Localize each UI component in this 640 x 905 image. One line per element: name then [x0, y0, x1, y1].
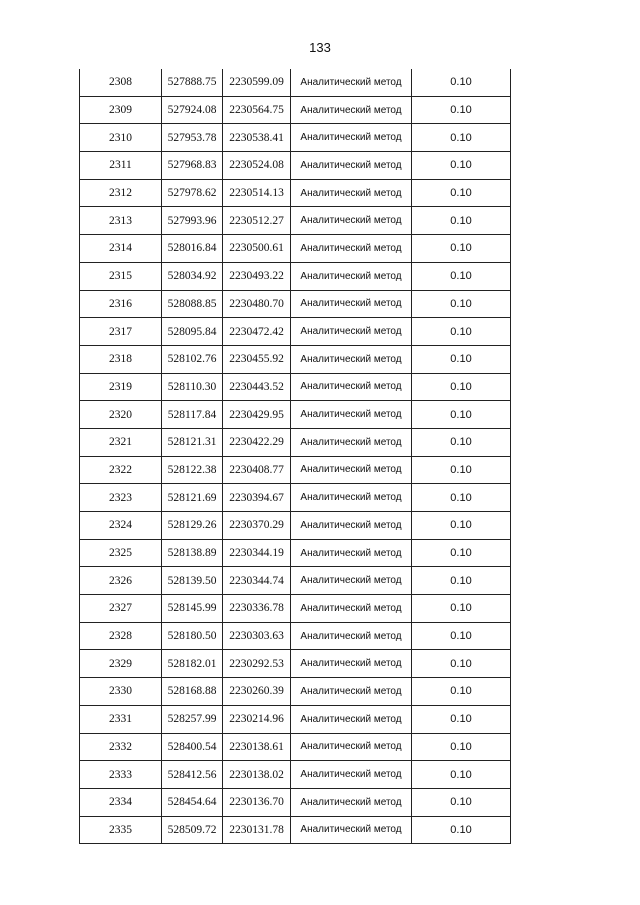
- y-coordinate-cell: 2230394.67: [223, 484, 291, 512]
- accuracy-value-cell: 0.10: [412, 318, 511, 346]
- point-number-cell: 2323: [80, 484, 162, 512]
- method-cell: Аналитический метод: [291, 816, 412, 844]
- y-coordinate-cell: 2230599.09: [223, 69, 291, 96]
- method-cell: Аналитический метод: [291, 262, 412, 290]
- point-number-cell: 2332: [80, 733, 162, 761]
- accuracy-value-cell: 0.10: [412, 484, 511, 512]
- x-coordinate-cell: 528095.84: [162, 318, 223, 346]
- table-row: [80, 595, 511, 623]
- method-cell: Аналитический метод: [291, 124, 412, 152]
- accuracy-value-cell: 0.10: [412, 124, 511, 152]
- y-coordinate-cell: 2230214.96: [223, 705, 291, 733]
- method-cell: Аналитический метод: [291, 733, 412, 761]
- point-number-cell: 2312: [80, 179, 162, 207]
- x-coordinate-cell: 527924.08: [162, 96, 223, 124]
- method-cell: Аналитический метод: [291, 678, 412, 706]
- table-row: [80, 96, 511, 124]
- method-cell: Аналитический метод: [291, 428, 412, 456]
- table-row: [80, 816, 511, 844]
- y-coordinate-cell: 2230336.78: [223, 595, 291, 623]
- point-number-cell: 2331: [80, 705, 162, 733]
- x-coordinate-cell: 528129.26: [162, 512, 223, 540]
- accuracy-value-cell: 0.10: [412, 456, 511, 484]
- table-row: [80, 761, 511, 789]
- x-coordinate-cell: 528122.38: [162, 456, 223, 484]
- table-row: [80, 207, 511, 235]
- accuracy-value-cell: 0.10: [412, 788, 511, 816]
- accuracy-value-cell: 0.10: [412, 816, 511, 844]
- y-coordinate-cell: 2230422.29: [223, 428, 291, 456]
- y-coordinate-cell: 2230564.75: [223, 96, 291, 124]
- point-number-cell: 2330: [80, 678, 162, 706]
- accuracy-value-cell: 0.10: [412, 96, 511, 124]
- table-row: [80, 373, 511, 401]
- accuracy-value-cell: 0.10: [412, 761, 511, 789]
- y-coordinate-cell: 2230303.63: [223, 622, 291, 650]
- y-coordinate-cell: 2230512.27: [223, 207, 291, 235]
- point-number-cell: 2325: [80, 539, 162, 567]
- y-coordinate-cell: 2230472.42: [223, 318, 291, 346]
- accuracy-value-cell: 0.10: [412, 290, 511, 318]
- accuracy-value-cell: 0.10: [412, 733, 511, 761]
- x-coordinate-cell: 528180.50: [162, 622, 223, 650]
- x-coordinate-cell: 527953.78: [162, 124, 223, 152]
- method-cell: Аналитический метод: [291, 345, 412, 373]
- accuracy-value-cell: 0.10: [412, 262, 511, 290]
- point-number-cell: 2334: [80, 788, 162, 816]
- point-number-cell: 2317: [80, 318, 162, 346]
- x-coordinate-cell: 528088.85: [162, 290, 223, 318]
- method-cell: Аналитический метод: [291, 96, 412, 124]
- accuracy-value-cell: 0.10: [412, 401, 511, 429]
- x-coordinate-cell: 528139.50: [162, 567, 223, 595]
- x-coordinate-cell: 528145.99: [162, 595, 223, 623]
- table-row: [80, 152, 511, 180]
- accuracy-value-cell: 0.10: [412, 622, 511, 650]
- method-cell: Аналитический метод: [291, 179, 412, 207]
- method-cell: Аналитический метод: [291, 567, 412, 595]
- y-coordinate-cell: 2230408.77: [223, 456, 291, 484]
- x-coordinate-cell: 528016.84: [162, 235, 223, 263]
- y-coordinate-cell: 2230131.78: [223, 816, 291, 844]
- x-coordinate-cell: 528034.92: [162, 262, 223, 290]
- x-coordinate-cell: 527993.96: [162, 207, 223, 235]
- x-coordinate-cell: 527888.75: [162, 69, 223, 96]
- point-number-cell: 2310: [80, 124, 162, 152]
- table-row: [80, 567, 511, 595]
- accuracy-value-cell: 0.10: [412, 428, 511, 456]
- x-coordinate-cell: 528400.54: [162, 733, 223, 761]
- method-cell: Аналитический метод: [291, 622, 412, 650]
- y-coordinate-cell: 2230443.52: [223, 373, 291, 401]
- table-row: [80, 622, 511, 650]
- table-row: [80, 235, 511, 263]
- y-coordinate-cell: 2230260.39: [223, 678, 291, 706]
- table-row: [80, 318, 511, 346]
- point-number-cell: 2321: [80, 428, 162, 456]
- x-coordinate-cell: 528454.64: [162, 788, 223, 816]
- y-coordinate-cell: 2230370.29: [223, 512, 291, 540]
- point-number-cell: 2329: [80, 650, 162, 678]
- x-coordinate-cell: 528509.72: [162, 816, 223, 844]
- method-cell: Аналитический метод: [291, 761, 412, 789]
- method-cell: Аналитический метод: [291, 69, 412, 96]
- coordinates-table-body: [80, 69, 511, 844]
- y-coordinate-cell: 2230455.92: [223, 345, 291, 373]
- x-coordinate-cell: 528168.88: [162, 678, 223, 706]
- page-number: 133: [309, 40, 331, 55]
- x-coordinate-cell: 528412.56: [162, 761, 223, 789]
- point-number-cell: 2319: [80, 373, 162, 401]
- x-coordinate-cell: 527968.83: [162, 152, 223, 180]
- point-number-cell: 2320: [80, 401, 162, 429]
- point-number-cell: 2315: [80, 262, 162, 290]
- method-cell: Аналитический метод: [291, 152, 412, 180]
- method-cell: Аналитический метод: [291, 318, 412, 346]
- y-coordinate-cell: 2230344.19: [223, 539, 291, 567]
- x-coordinate-cell: 528110.30: [162, 373, 223, 401]
- accuracy-value-cell: 0.10: [412, 373, 511, 401]
- method-cell: Аналитический метод: [291, 705, 412, 733]
- table-row: [80, 179, 511, 207]
- point-number-cell: 2328: [80, 622, 162, 650]
- x-coordinate-cell: 528257.99: [162, 705, 223, 733]
- accuracy-value-cell: 0.10: [412, 179, 511, 207]
- table-row: [80, 650, 511, 678]
- accuracy-value-cell: 0.10: [412, 235, 511, 263]
- table-row: [80, 456, 511, 484]
- table-row: [80, 69, 511, 96]
- method-cell: Аналитический метод: [291, 650, 412, 678]
- table-row: [80, 428, 511, 456]
- point-number-cell: 2318: [80, 345, 162, 373]
- table-row: [80, 788, 511, 816]
- accuracy-value-cell: 0.10: [412, 512, 511, 540]
- point-number-cell: 2326: [80, 567, 162, 595]
- table-row: [80, 512, 511, 540]
- table-row: [80, 733, 511, 761]
- method-cell: Аналитический метод: [291, 512, 412, 540]
- y-coordinate-cell: 2230480.70: [223, 290, 291, 318]
- accuracy-value-cell: 0.10: [412, 678, 511, 706]
- table-row: [80, 262, 511, 290]
- y-coordinate-cell: 2230136.70: [223, 788, 291, 816]
- method-cell: Аналитический метод: [291, 290, 412, 318]
- y-coordinate-cell: 2230538.41: [223, 124, 291, 152]
- table-row: [80, 290, 511, 318]
- point-number-cell: 2324: [80, 512, 162, 540]
- method-cell: Аналитический метод: [291, 401, 412, 429]
- method-cell: Аналитический метод: [291, 788, 412, 816]
- y-coordinate-cell: 2230138.61: [223, 733, 291, 761]
- x-coordinate-cell: 528121.31: [162, 428, 223, 456]
- table-row: [80, 345, 511, 373]
- point-number-cell: 2316: [80, 290, 162, 318]
- accuracy-value-cell: 0.10: [412, 345, 511, 373]
- point-number-cell: 2333: [80, 761, 162, 789]
- table-row: [80, 124, 511, 152]
- point-number-cell: 2311: [80, 152, 162, 180]
- accuracy-value-cell: 0.10: [412, 207, 511, 235]
- y-coordinate-cell: 2230514.13: [223, 179, 291, 207]
- coordinates-table-container: [79, 69, 510, 844]
- point-number-cell: 2314: [80, 235, 162, 263]
- accuracy-value-cell: 0.10: [412, 650, 511, 678]
- coordinates-table: [79, 69, 511, 844]
- accuracy-value-cell: 0.10: [412, 567, 511, 595]
- table-row: [80, 678, 511, 706]
- point-number-cell: 2322: [80, 456, 162, 484]
- accuracy-value-cell: 0.10: [412, 152, 511, 180]
- y-coordinate-cell: 2230493.22: [223, 262, 291, 290]
- method-cell: Аналитический метод: [291, 539, 412, 567]
- point-number-cell: 2327: [80, 595, 162, 623]
- x-coordinate-cell: 528138.89: [162, 539, 223, 567]
- method-cell: Аналитический метод: [291, 207, 412, 235]
- method-cell: Аналитический метод: [291, 484, 412, 512]
- y-coordinate-cell: 2230524.08: [223, 152, 291, 180]
- method-cell: Аналитический метод: [291, 235, 412, 263]
- x-coordinate-cell: 528102.76: [162, 345, 223, 373]
- x-coordinate-cell: 528182.01: [162, 650, 223, 678]
- y-coordinate-cell: 2230138.02: [223, 761, 291, 789]
- table-row: [80, 484, 511, 512]
- accuracy-value-cell: 0.10: [412, 705, 511, 733]
- accuracy-value-cell: 0.10: [412, 595, 511, 623]
- method-cell: Аналитический метод: [291, 595, 412, 623]
- x-coordinate-cell: 527978.62: [162, 179, 223, 207]
- accuracy-value-cell: 0.10: [412, 69, 511, 96]
- point-number-cell: 2308: [80, 69, 162, 96]
- method-cell: Аналитический метод: [291, 373, 412, 401]
- point-number-cell: 2313: [80, 207, 162, 235]
- y-coordinate-cell: 2230500.61: [223, 235, 291, 263]
- table-row: [80, 705, 511, 733]
- accuracy-value-cell: 0.10: [412, 539, 511, 567]
- point-number-cell: 2309: [80, 96, 162, 124]
- y-coordinate-cell: 2230344.74: [223, 567, 291, 595]
- point-number-cell: 2335: [80, 816, 162, 844]
- y-coordinate-cell: 2230292.53: [223, 650, 291, 678]
- y-coordinate-cell: 2230429.95: [223, 401, 291, 429]
- method-cell: Аналитический метод: [291, 456, 412, 484]
- table-row: [80, 539, 511, 567]
- x-coordinate-cell: 528117.84: [162, 401, 223, 429]
- x-coordinate-cell: 528121.69: [162, 484, 223, 512]
- table-row: [80, 401, 511, 429]
